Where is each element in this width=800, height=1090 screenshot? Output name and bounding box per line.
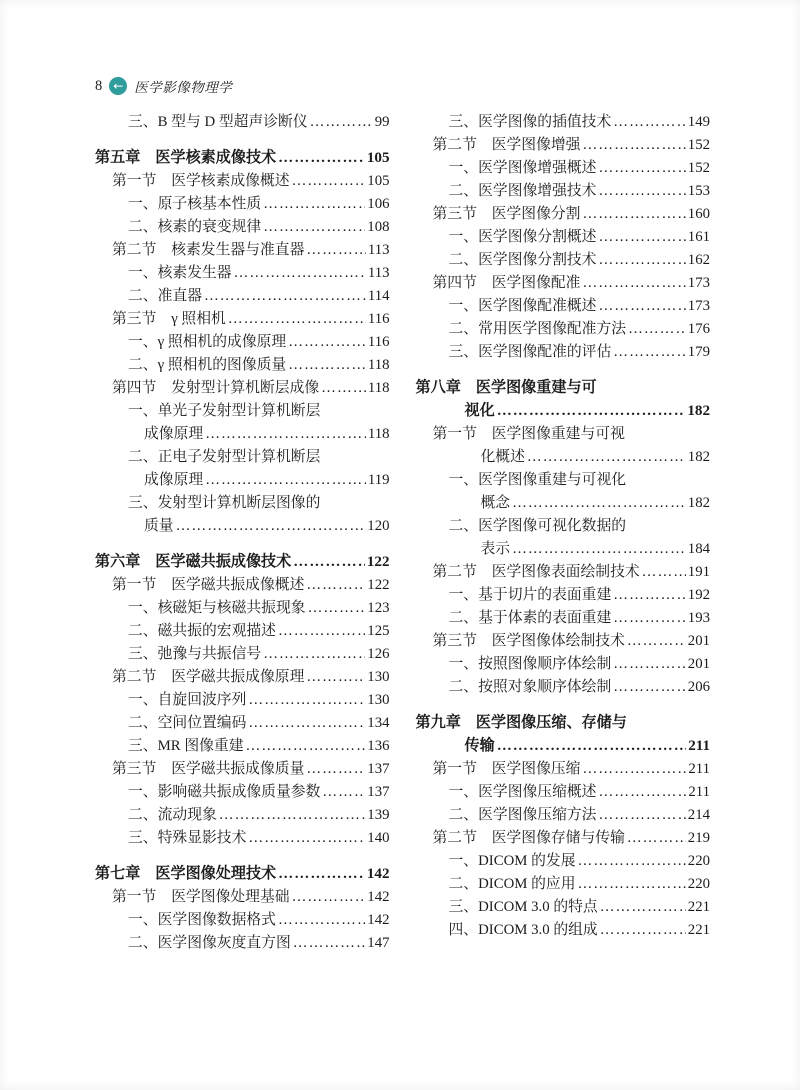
dot-leader	[293, 551, 365, 574]
toc-entry	[416, 607, 711, 630]
toc-entry	[416, 630, 711, 653]
toc-entry-text: 二、医学图像压缩方法	[448, 807, 597, 823]
toc-page-number: 160	[687, 206, 710, 222]
toc-entry	[416, 180, 711, 203]
toc-entry-text: 概念	[480, 495, 511, 511]
dot-leader	[321, 377, 366, 400]
toc-page-number: 137	[367, 761, 390, 777]
toc-entry-text: 一、核磁矩与核磁共振现象	[128, 600, 306, 616]
toc-entry	[95, 492, 390, 515]
toc-page-number: 211	[688, 784, 710, 800]
dot-leader	[292, 170, 366, 193]
toc-entry	[95, 377, 390, 400]
dot-leader	[582, 758, 686, 781]
toc-page-number: 201	[687, 633, 710, 649]
toc-page-number: 122	[367, 577, 390, 593]
toc-entry	[95, 147, 390, 170]
toc-entry	[95, 193, 390, 216]
toc-entry	[95, 515, 390, 538]
toc-entry-text: 第二节 医学磁共振成像原理	[112, 669, 305, 685]
toc-entry-text: 二、核素的衰变规律	[128, 219, 262, 235]
toc-entry	[416, 377, 711, 400]
toc-entry	[416, 341, 711, 364]
dot-leader	[613, 111, 686, 134]
toc-entry	[416, 735, 711, 758]
toc-entry-text: 三、医学图像的插值技术	[448, 114, 612, 130]
toc-page-number: 220	[687, 853, 710, 869]
page-number: 8	[95, 77, 103, 94]
toc-entry	[95, 446, 390, 469]
toc-entry	[95, 285, 390, 308]
toc-entry	[416, 226, 711, 249]
toc-entry-text: 一、原子核基本性质	[128, 196, 262, 212]
toc-entry	[416, 203, 711, 226]
toc-entry	[416, 653, 711, 676]
dot-leader	[582, 134, 685, 157]
toc-columns	[95, 111, 710, 955]
toc-entry	[416, 157, 711, 180]
toc-page-number: 130	[367, 669, 390, 685]
toc-entry	[416, 318, 711, 341]
toc-page-number: 214	[687, 807, 710, 823]
toc-entry	[95, 308, 390, 331]
toc-page-number: 118	[367, 426, 390, 442]
toc-entry-text: 第三节 医学图像分割	[432, 206, 581, 222]
toc-page-number: 99	[374, 114, 390, 130]
toc-page-number: 120	[367, 518, 390, 534]
toc-entry	[95, 469, 390, 492]
toc-entry-text: 一、核素发生器	[128, 265, 232, 281]
toc-entry	[95, 262, 390, 285]
toc-page-number: 201	[687, 656, 710, 672]
toc-page-number: 221	[687, 922, 710, 938]
toc-page-number: 182	[687, 403, 710, 419]
toc-entry	[416, 850, 711, 873]
toc-entry-text: 二、流动现象	[128, 807, 217, 823]
toc-page-number: 116	[367, 334, 390, 350]
toc-entry-text: 一、影响磁共振成像质量参数	[128, 784, 321, 800]
toc-entry	[95, 735, 390, 758]
toc-entry-text: 二、基于体素的表面重建	[448, 610, 612, 626]
toc-entry	[95, 239, 390, 262]
toc-entry-text: 二、准直器	[128, 288, 202, 304]
toc-entry-text: 一、医学图像压缩概述	[448, 784, 597, 800]
dot-leader	[292, 886, 366, 909]
toc-page-number: 113	[367, 242, 390, 258]
toc-entry-text: 第二节 医学图像存储与传输	[432, 830, 625, 846]
toc-entry	[95, 712, 390, 735]
toc-page-number: 179	[687, 344, 710, 360]
toc-page-number: 125	[367, 623, 390, 639]
dot-leader	[248, 712, 365, 735]
dot-leader	[288, 331, 366, 354]
toc-entry	[95, 758, 390, 781]
toc-column-right	[416, 111, 711, 955]
dot-leader	[278, 147, 365, 170]
toc-page-number: 176	[687, 321, 710, 337]
dot-leader	[600, 919, 686, 942]
dot-leader	[306, 666, 365, 689]
toc-entry-text: 二、医学图像分割技术	[448, 252, 597, 268]
toc-entry	[416, 272, 711, 295]
toc-entry	[416, 538, 711, 561]
toc-page-number: 193	[687, 610, 710, 626]
dot-leader	[205, 423, 366, 446]
toc-page-number: 122	[366, 554, 390, 570]
toc-page-number: 140	[367, 830, 390, 846]
toc-page-number: 142	[366, 866, 390, 882]
toc-entry-text: 一、医学图像重建与可视化	[448, 472, 627, 488]
toc-entry	[416, 584, 711, 607]
toc-entry-text: 二、按照对象顺序体绘制	[448, 679, 612, 695]
toc-page-number: 153	[687, 183, 710, 199]
toc-entry-text: 四、DICOM 3.0 的组成	[448, 922, 598, 938]
dot-leader	[613, 341, 686, 364]
toc-entry	[416, 492, 711, 515]
toc-entry-text: 传输	[464, 738, 495, 754]
toc-entry-text: 质量	[144, 518, 174, 534]
dot-leader	[278, 909, 365, 932]
toc-entry	[95, 400, 390, 423]
toc-entry-text: 第一节 医学磁共振成像概述	[112, 577, 305, 593]
toc-page-number: 142	[367, 912, 390, 928]
toc-entry	[95, 827, 390, 850]
dot-leader	[205, 469, 366, 492]
toc-entry-text: 二、医学图像可视化数据的	[448, 518, 627, 534]
toc-page-number: 123	[367, 600, 390, 616]
toc-page-number: 162	[687, 252, 710, 268]
dot-leader	[263, 193, 365, 216]
dot-leader	[293, 932, 366, 955]
dot-leader	[598, 295, 685, 318]
toc-entry	[95, 597, 390, 620]
dot-leader	[628, 318, 686, 341]
toc-page-number: 173	[687, 298, 710, 314]
toc-entry-text: 第二节 核素发生器与准直器	[112, 242, 305, 258]
toc-entry-text: 三、弛豫与共振信号	[128, 646, 262, 662]
toc-entry	[416, 515, 711, 538]
toc-entry	[95, 863, 390, 886]
toc-entry-text: 三、医学图像配准的评估	[448, 344, 612, 360]
toc-page-number: 108	[367, 219, 390, 235]
dot-leader	[322, 781, 365, 804]
toc-entry	[95, 781, 390, 804]
toc-entry-text: 第八章 医学图像重建与可	[415, 380, 597, 396]
dot-leader	[512, 538, 686, 561]
toc-entry-text: 成像原理	[144, 426, 204, 442]
toc-entry-text: 第二节 医学图像增强	[432, 137, 581, 153]
toc-entry	[416, 446, 711, 469]
toc-entry-text: 一、自旋回波序列	[128, 692, 247, 708]
toc-page-number: 105	[366, 150, 390, 166]
dot-leader	[248, 689, 365, 712]
toc-entry-text: 化概述	[480, 449, 525, 465]
dot-leader	[613, 607, 686, 630]
toc-entry	[95, 932, 390, 955]
toc-entry-text: 二、磁共振的宏观描述	[128, 623, 276, 639]
dot-leader	[627, 630, 686, 653]
toc-page-number: 142	[367, 889, 390, 905]
toc-entry-text: 第一节 医学图像重建与可视	[432, 426, 625, 442]
dot-leader	[306, 574, 365, 597]
toc-entry	[416, 873, 711, 896]
toc-entry-text: 成像原理	[144, 472, 204, 488]
dot-leader	[527, 446, 686, 469]
dot-leader	[598, 226, 685, 249]
book-title: 医学影像物理学	[134, 80, 233, 95]
toc-page-number: 116	[367, 311, 390, 327]
toc-entry-text: 二、医学图像增强技术	[448, 183, 597, 199]
toc-entry-text: 一、按照图像顺序体绘制	[448, 656, 612, 672]
dot-leader	[246, 735, 366, 758]
toc-entry-text: 一、单光子发射型计算机断层	[128, 403, 321, 419]
toc-page-number: 113	[367, 265, 390, 281]
toc-page-number: 219	[687, 830, 710, 846]
toc-entry	[416, 919, 711, 942]
toc-entry	[95, 909, 390, 932]
toc-entry	[416, 804, 711, 827]
toc-page-number: 220	[687, 876, 710, 892]
toc-entry-text: 一、医学图像分割概述	[448, 229, 597, 245]
toc-entry	[95, 804, 390, 827]
toc-page-number: 134	[367, 715, 390, 731]
dot-leader	[263, 643, 365, 666]
toc-page-number: 192	[687, 587, 710, 603]
dot-leader	[627, 827, 686, 850]
toc-entry	[95, 666, 390, 689]
toc-page-number: 182	[687, 495, 710, 511]
toc-entry-text: 三、DICOM 3.0 的特点	[448, 899, 598, 915]
toc-page-number: 139	[367, 807, 390, 823]
toc-page-number: 106	[367, 196, 390, 212]
toc-entry-text: 第一节 医学图像处理基础	[112, 889, 290, 905]
toc-entry	[95, 620, 390, 643]
dot-leader	[219, 804, 366, 827]
dot-leader	[234, 262, 366, 285]
toc-entry-text: 第一节 医学核素成像概述	[112, 173, 290, 189]
dot-leader	[598, 249, 685, 272]
page-header	[95, 76, 710, 96]
toc-page-number: 211	[688, 761, 710, 777]
dot-leader	[228, 308, 366, 331]
toc-page-number: 182	[687, 449, 710, 465]
toc-entry	[416, 561, 711, 584]
toc-entry-text: 三、发射型计算机断层图像的	[128, 495, 321, 511]
toc-page-number: 152	[687, 160, 710, 176]
toc-entry-text: 二、空间位置编码	[128, 715, 247, 731]
toc-page-number: 161	[687, 229, 710, 245]
toc-page-number: 221	[687, 899, 710, 915]
dot-leader	[310, 111, 373, 134]
toc-entry-text: 第六章 医学磁共振成像技术	[95, 554, 292, 570]
toc-entry-text: 二、常用医学图像配准方法	[448, 321, 627, 337]
dot-leader	[642, 561, 686, 584]
toc-entry	[416, 781, 711, 804]
dot-leader	[497, 400, 686, 423]
dot-leader	[598, 781, 686, 804]
dot-leader	[176, 515, 366, 538]
toc-entry-text: 一、医学图像增强概述	[448, 160, 597, 176]
toc-entry	[416, 758, 711, 781]
toc-page-number: 105	[367, 173, 390, 189]
toc-page-number: 184	[687, 541, 710, 557]
dot-leader	[278, 863, 365, 886]
dot-leader	[613, 584, 686, 607]
toc-entry	[416, 827, 711, 850]
toc-entry	[95, 643, 390, 666]
toc-entry	[416, 134, 711, 157]
dot-leader	[278, 620, 365, 643]
toc-entry-text: 第三节 医学图像体绘制技术	[432, 633, 625, 649]
toc-entry	[95, 886, 390, 909]
dot-leader	[308, 597, 366, 620]
toc-entry-text: 一、DICOM 的发展	[448, 853, 576, 869]
dot-leader	[263, 216, 365, 239]
dot-leader	[306, 239, 365, 262]
toc-entry	[95, 111, 390, 134]
toc-entry-text: 第四节 医学图像配准	[432, 275, 581, 291]
dot-leader	[512, 492, 686, 515]
dot-leader	[582, 272, 685, 295]
toc-column-left	[95, 111, 390, 955]
dot-leader	[613, 676, 686, 699]
toc-entry-text: 第五章 医学核素成像技术	[95, 150, 277, 166]
toc-entry	[416, 712, 711, 735]
toc-page-number: 149	[687, 114, 710, 130]
toc-entry-text: 第一节 医学图像压缩	[432, 761, 581, 777]
toc-page-number: 191	[687, 564, 710, 580]
toc-page-number: 130	[367, 692, 390, 708]
toc-entry-text: 第三节 γ 照相机	[112, 311, 226, 327]
toc-page-number: 126	[367, 646, 390, 662]
toc-entry-text: 第三节 医学磁共振成像质量	[112, 761, 305, 777]
toc-entry	[416, 111, 711, 134]
toc-page-number: 114	[367, 288, 390, 304]
toc-entry	[95, 423, 390, 446]
dot-leader	[204, 285, 366, 308]
toc-entry-text: 一、医学图像配准概述	[448, 298, 597, 314]
toc-page-number: 206	[687, 679, 710, 695]
dot-leader	[598, 157, 685, 180]
toc-entry-text: 三、特殊显影技术	[128, 830, 247, 846]
toc-entry	[416, 295, 711, 318]
toc-page-number: 211	[688, 738, 710, 754]
toc-page-number: 147	[367, 935, 390, 951]
dot-leader	[600, 896, 686, 919]
dot-leader	[613, 653, 686, 676]
toc-entry-text: 二、医学图像灰度直方图	[128, 935, 291, 951]
toc-entry	[416, 676, 711, 699]
dot-leader	[248, 827, 365, 850]
dot-leader	[306, 758, 365, 781]
toc-entry-text: 三、MR 图像重建	[128, 738, 244, 754]
toc-page-number: 119	[367, 472, 390, 488]
dot-leader	[598, 180, 685, 203]
toc-entry-text: 二、正电子发射型计算机断层	[128, 449, 321, 465]
toc-page-number: 173	[687, 275, 710, 291]
dot-leader	[578, 873, 686, 896]
toc-page-number: 118	[367, 380, 390, 396]
back-arrow-icon: ←	[109, 77, 127, 95]
toc-entry-text: 一、医学图像数据格式	[128, 912, 276, 928]
toc-entry-text: 第九章 医学图像压缩、存储与	[415, 715, 627, 731]
toc-entry	[416, 469, 711, 492]
toc-entry-text: 二、DICOM 的应用	[448, 876, 576, 892]
dot-leader	[582, 203, 685, 226]
toc-page-number: 137	[367, 784, 390, 800]
toc-entry	[95, 354, 390, 377]
toc-entry-text: 一、γ 照相机的成像原理	[128, 334, 287, 350]
toc-entry	[416, 249, 711, 272]
toc-entry	[95, 216, 390, 239]
toc-page-number: 136	[367, 738, 390, 754]
dot-leader	[288, 354, 366, 377]
toc-entry-text: 视化	[464, 403, 495, 419]
dot-leader	[497, 735, 686, 758]
toc-entry-text: 第二节 医学图像表面绘制技术	[432, 564, 640, 580]
toc-entry-text: 二、γ 照相机的图像质量	[128, 357, 287, 373]
toc-page-number: 152	[687, 137, 710, 153]
toc-entry-text: 三、B 型与 D 型超声诊断仪	[128, 114, 308, 130]
dot-leader	[578, 850, 686, 873]
toc-page-number: 118	[367, 357, 390, 373]
toc-entry	[95, 551, 390, 574]
toc-entry	[416, 896, 711, 919]
toc-entry	[416, 423, 711, 446]
toc-entry	[95, 170, 390, 193]
toc-entry-text: 表示	[480, 541, 511, 557]
toc-entry-text: 第四节 发射型计算机断层成像	[112, 380, 320, 396]
toc-entry	[95, 689, 390, 712]
dot-leader	[598, 804, 685, 827]
toc-entry-text: 一、基于切片的表面重建	[448, 587, 612, 603]
toc-entry	[95, 331, 390, 354]
toc-entry	[416, 400, 711, 423]
toc-entry	[95, 574, 390, 597]
toc-entry-text: 第七章 医学图像处理技术	[95, 866, 277, 882]
